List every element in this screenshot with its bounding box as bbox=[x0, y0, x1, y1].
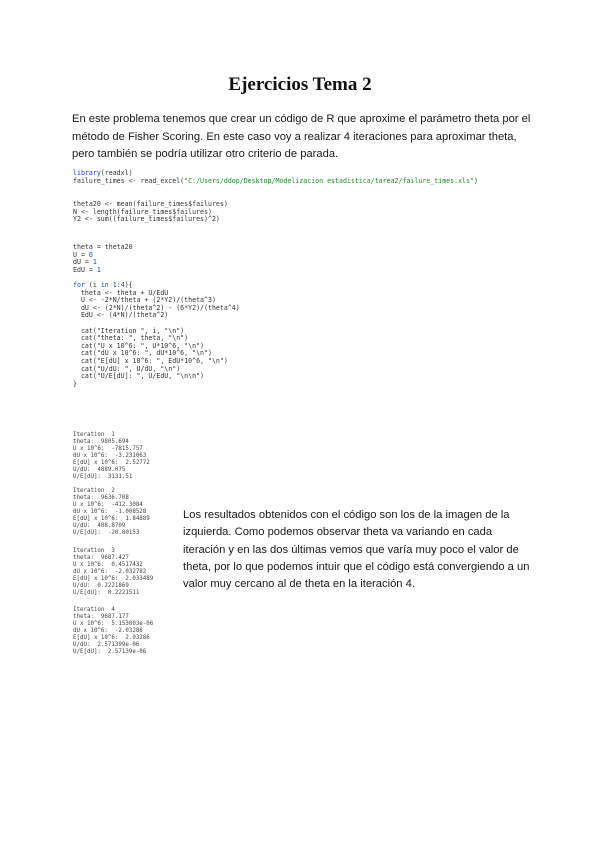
output-line: theta: 9687.177 bbox=[73, 613, 129, 620]
code-line: EdU = 1 bbox=[73, 265, 101, 274]
output-line: U/dU: 2.571399e-06 bbox=[73, 641, 140, 648]
code-line: cat("U x 10^6: ", U*10^6, "\n") bbox=[73, 341, 205, 350]
output-iteration-3 bbox=[73, 548, 183, 597]
code-line: U = 0 bbox=[73, 250, 93, 259]
code-line: theta20 <- mean(failure_times$failures) bbox=[73, 200, 228, 208]
output-line: E[dU] x 10^6: 2.033489 bbox=[73, 575, 154, 582]
output-iteration-1 bbox=[73, 432, 183, 481]
code-line: cat("U/dU: ", U/dU, "\n") bbox=[73, 364, 181, 373]
output-line: E[dU] x 10^6: 2.03286 bbox=[73, 634, 150, 641]
output-line: U/E[dU]: 2.57139e-06 bbox=[73, 648, 147, 655]
output-line: theta: 9636.708 bbox=[73, 494, 129, 501]
code-number: 4 bbox=[120, 280, 125, 289]
output-line: U x 10^6: 5.153003e-06 bbox=[73, 620, 154, 627]
code-line: for (i in 1:4){ bbox=[73, 280, 133, 289]
code-keyword: library bbox=[73, 169, 101, 177]
output-iteration-2 bbox=[73, 488, 183, 537]
code-line: failure_times <- read_excel("C:/Users/ddop/Desktop/Modelizacion estadistica/tarea2/failure_times.xls") bbox=[73, 176, 478, 185]
code-line: dU = 1 bbox=[73, 258, 97, 267]
code-block-loop bbox=[73, 244, 543, 388]
output-line: Iteration 4 bbox=[73, 607, 115, 613]
output-line: E[dU] x 10^6: 2.52772 bbox=[73, 459, 150, 466]
output-line: theta: 9805.694 bbox=[73, 438, 129, 445]
output-line: U x 10^6: -412.3084 bbox=[73, 501, 143, 508]
code-keyword: in bbox=[100, 280, 109, 289]
code-number: 1 bbox=[92, 258, 97, 267]
code-number: 1 bbox=[112, 280, 117, 289]
code-line: N <- length(failure_times$failures) bbox=[73, 207, 212, 216]
output-line: dU x 10^6: -3.231063 bbox=[73, 452, 147, 459]
code-line: cat("theta: ", theta, "\n") bbox=[73, 334, 189, 343]
code-line: library(readxl) bbox=[73, 169, 133, 177]
output-line: Iteration 1 bbox=[73, 432, 115, 438]
output-line: U/E[dU]: 3131.51 bbox=[73, 473, 133, 480]
output-line: U/E[dU]: -20.80153 bbox=[73, 529, 140, 536]
code-line: cat("E[dU] x 10^6: ", EdU*10^6, "\n") bbox=[73, 356, 228, 365]
output-line: dU x 10^6: -2.032782 bbox=[73, 568, 147, 575]
output-line: dU x 10^6: -2.03286 bbox=[73, 627, 143, 634]
output-line: U/dU: 0.2221869 bbox=[73, 582, 129, 589]
code-line: theta = theta20 bbox=[73, 243, 133, 251]
output-line: theta: 9687.427 bbox=[73, 554, 129, 561]
intro-paragraph: En este problema tenemos que crear un código de R que aproxime el parámetro theta por el método de Fisher Scoring. En este caso voy a realizar 4 iteraciones para aproximar theta, pero también se podría utilizar otro criterio de parada. bbox=[72, 113, 531, 160]
code-line: U <- -2*N/theta + (2*Y2)/(theta^3) bbox=[73, 296, 216, 305]
output-line: dU x 10^6: -1.008528 bbox=[73, 508, 147, 515]
code-line: EdU <- (4*N)/(theta^2) bbox=[73, 311, 169, 320]
output-line: Iteration 3 bbox=[73, 548, 115, 554]
code-line: cat("dU x 10^6: ", dU*10^6, "\n") bbox=[73, 349, 212, 358]
results-paragraph: Los resultados obtenidos con el código son los de la imagen de la izquierda. Como podemos observar theta va variando en cada iteración y en las dos últimas vemos que varía muy poco el valor de theta, por lo que podemos intuir que el código está convergiendo a un valor muy cercano al de theta en la iteración 4. bbox=[183, 509, 530, 591]
code-line: } bbox=[73, 379, 77, 388]
page-title: Ejercicios Tema 2 bbox=[228, 74, 372, 95]
code-number: 1 bbox=[96, 265, 101, 274]
code-line bbox=[73, 274, 543, 282]
output-line: U/E[dU]: 0.2221511 bbox=[73, 589, 140, 596]
output-iteration-4 bbox=[73, 607, 183, 656]
code-number: 0 bbox=[88, 250, 93, 259]
code-line: cat("Iteration ", i, "\n") bbox=[73, 326, 185, 335]
output-line: U x 10^6: -7815.757 bbox=[73, 445, 143, 452]
output-line: Iteration 2 bbox=[73, 488, 115, 494]
output-line: U/dU: 408.8709 bbox=[73, 522, 126, 529]
output-line: E[dU] x 10^6: 1.84889 bbox=[73, 515, 150, 522]
code-line: Y2 <- sum((failure_times$failures)^2) bbox=[73, 215, 220, 224]
code-block-theta bbox=[73, 201, 543, 224]
code-string: "C:/Users/ddop/Desktop/Modelizacion estadistica/tarea2/failure_times.xls" bbox=[184, 176, 474, 185]
code-keyword: for bbox=[73, 280, 85, 289]
code-line: cat("U/E[dU]: ", U/EdU, "\n\n") bbox=[73, 372, 205, 381]
output-line: U x 10^6: 0.4517432 bbox=[73, 561, 143, 568]
code-line: theta <- theta + U/EdU bbox=[73, 288, 169, 297]
code-line: dU <- (2*N)/(theta^2) - (6*Y2)/(theta^4) bbox=[73, 303, 240, 312]
code-block-library bbox=[73, 170, 543, 185]
output-line: U/dU: 4889.075 bbox=[73, 466, 126, 473]
